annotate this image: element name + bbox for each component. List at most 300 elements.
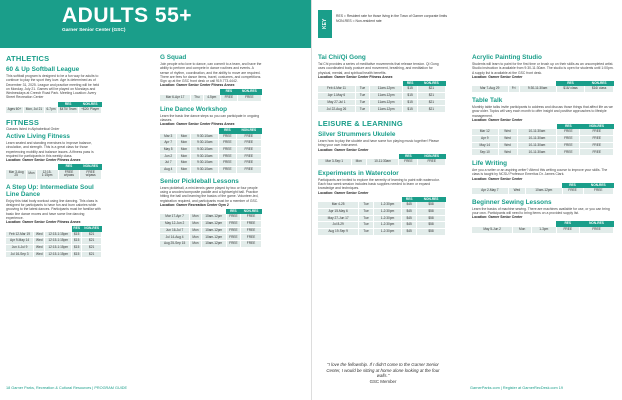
- watercolor-loc: Location: Garner Senior Center: [318, 190, 369, 195]
- table-cell: Fri: [508, 86, 519, 92]
- ukulele-table: [318, 154, 446, 166]
- table-cell: May 14: [472, 142, 498, 149]
- table-cell: Mon, Jul 21: [23, 107, 44, 113]
- table-cell: Mar 6-Apr 17: [160, 95, 191, 101]
- soul-desc: Enjoy this total body workout using line dancing. This class is designed for participants to have fun and burn calories while grooving to the latest dances. Participants must be familiar with basic line dance moves and have some line dancing experience.: [6, 198, 101, 220]
- table-row: [160, 153, 262, 160]
- table-cell: FREE: [580, 129, 614, 135]
- table-cell: FREE: [226, 234, 240, 241]
- table-header-cell: RES: [557, 124, 580, 130]
- table-cell: 10am-12pm: [201, 241, 226, 248]
- table-cell: 12:15-1:15pm: [45, 238, 72, 245]
- acrylic-loc: Location: Garner Senior Center: [472, 74, 523, 79]
- table-row: [472, 149, 614, 156]
- table-cell: $15: [72, 245, 82, 252]
- table-cell: 1-2:30pm: [373, 202, 401, 208]
- table-cell: 1-2:30pm: [373, 229, 401, 236]
- table-cell: Jul 16-Sep 3: [6, 251, 34, 258]
- table-cell: Jul 22-Aug 26: [318, 106, 355, 113]
- table-cell: $45: [402, 215, 417, 222]
- sewing-title: Beginner Sewing Lessons: [472, 198, 552, 206]
- footer-left: 18 Garner Parks, Recreation & Cultural Resources | PROGRAM GUIDE: [6, 386, 128, 390]
- pickleball-table: [160, 209, 262, 248]
- table-cell: 10am-12pm: [201, 227, 226, 234]
- table-cell: 9:30-11:30am: [519, 86, 556, 92]
- table-cell: Mon: [513, 227, 532, 233]
- table-cell: FREE: [236, 146, 261, 153]
- gsquad-loc: Location: Garner Senior Center Fitness Annex: [160, 83, 235, 88]
- table-row: [160, 227, 262, 234]
- table-header-cell: RES: [399, 154, 418, 160]
- table-cell: $58: [417, 208, 446, 215]
- table-cell: +$20/ Player: [79, 107, 102, 113]
- table-cell: 9:30-10am: [191, 140, 219, 147]
- watercolor-table: [318, 197, 446, 236]
- table-cell: FREE: [580, 136, 614, 143]
- table-header-cell: NON-RES: [579, 221, 613, 227]
- soul-table: [6, 226, 102, 258]
- table-cell: FREE: [219, 146, 236, 153]
- table-cell: Wed: [498, 149, 517, 156]
- table-cell: Tue: [355, 99, 369, 106]
- table-cell: 12:15-1:15pm: [36, 170, 58, 180]
- pickleball-title: Senior Pickleball Lessons: [160, 177, 239, 185]
- table-cell: FREE: [418, 159, 446, 165]
- table-cell: 6-7pm: [44, 107, 57, 113]
- table-cell: May 5: [160, 146, 177, 153]
- table-cell: Aug 4: [160, 167, 177, 174]
- table-header-cell: RES: [402, 197, 417, 203]
- linedance-title: Line Dance Workshop: [160, 105, 227, 113]
- table-cell: Ages 60+: [6, 107, 23, 113]
- table-cell: 12:15-1:15pm: [45, 245, 72, 252]
- table-cell: 10am-12pm: [526, 188, 562, 194]
- table-row: [318, 215, 446, 222]
- table-cell: 10-11:30am: [517, 129, 557, 135]
- table-row: [318, 222, 446, 229]
- column-2: [160, 54, 262, 248]
- table-cell: 10am-12pm: [201, 234, 226, 241]
- tabletalk-desc: Monthly table talks invite participants to address and discuss those things that affect life as we grow older. Topics will vary each month to offer insight and positive approaches to lifestyle management.: [472, 105, 613, 118]
- table-cell: $45: [402, 222, 417, 229]
- soul-loc: Location: Garner Senior Center Fitness Annex: [6, 220, 81, 225]
- table-header-cell: NON-RES: [585, 81, 614, 87]
- table-cell: FREE: [241, 221, 262, 228]
- table-cell: FREE: [219, 160, 236, 167]
- table-cell: FREE: [580, 149, 614, 156]
- table-header-cell: NON-RES: [418, 154, 446, 160]
- acrylic-desc: Students will learn to paint for the first time or brush up on their skills as an uncompleted artist. Studio instruction is available from 9:30-11:30am. The studio is open for students until 1:00pm. A supply list is available at the GSC front desk.: [472, 62, 614, 75]
- column-3: [318, 54, 446, 236]
- table-cell: Mon: [190, 234, 202, 241]
- table-cell: FREE: [236, 140, 261, 147]
- table-cell: FREE: [557, 136, 580, 143]
- table-cell: $15: [403, 99, 417, 106]
- quote-author: GSC Member: [369, 379, 397, 385]
- table-cell: FREE: [236, 134, 261, 140]
- acrylic-title: Acrylic Painting Studio: [472, 54, 542, 61]
- table-cell: $58: [417, 222, 446, 229]
- pickleball-loc: Location: Garner Recreation Center Gym 2: [160, 202, 229, 207]
- table-row: [472, 188, 614, 194]
- table-cell: FREE w/pass: [80, 170, 102, 180]
- table-cell: 10-11:30am: [517, 149, 557, 156]
- leisure-heading: LEISURE & LEARNING: [318, 119, 403, 129]
- table-header-cell: RES: [58, 164, 80, 170]
- table-row: [160, 221, 262, 228]
- table-cell: 10-11:30am: [517, 142, 557, 149]
- table-cell: 1-2:30pm: [373, 215, 401, 222]
- table-cell: Jul 8-29: [318, 222, 359, 229]
- taichi-title: Tai Chi/Qi Gong: [318, 54, 366, 61]
- table-cell: FREE: [236, 160, 261, 167]
- column-4: [472, 54, 614, 234]
- tabletalk-title: Table Talk: [472, 97, 503, 105]
- table-cell: Thu: [191, 95, 203, 101]
- table-cell: Mon: [177, 167, 191, 174]
- table-cell: $45: [402, 202, 417, 208]
- gsquad-title: G Squad: [160, 54, 187, 61]
- table-cell: Mon: [190, 241, 202, 248]
- linedance-loc: Location: Garner Senior Center Fitness Annex: [160, 122, 235, 127]
- table-cell: FREE: [236, 153, 261, 160]
- table-cell: Feb 12-Mar 19: [6, 232, 34, 238]
- linedance-desc: Learn the basic line dance steps so you can participate in ongoing classes.: [160, 113, 260, 122]
- table-cell: $21: [417, 99, 445, 106]
- table-cell: Apr 2-May 7: [472, 188, 508, 194]
- linedance-table: [160, 128, 262, 174]
- key-nonres: NON-RES = Non-resident rate: [336, 19, 382, 24]
- table-cell: FREE: [241, 241, 262, 248]
- table-cell: FREE: [241, 214, 262, 220]
- table-cell: May 27-Jul 1: [318, 99, 355, 106]
- table-cell: FREE: [557, 142, 580, 149]
- table-header-cell: RES: [556, 81, 585, 87]
- table-row: [472, 227, 614, 233]
- pickleball-desc: Learn pickleball, a mini-tennis game played by two or four people using a wooden/composite paddle and a lightweight ball. Practice hitting the ball and learning the basics of the game. Volunteer-led, registration required, and participants must be a member of GSC.: [160, 185, 259, 203]
- table-header-cell: NON-RES: [82, 226, 102, 232]
- table-cell: Jul 14-Aug 4: [160, 234, 190, 241]
- table-header-cell: RES: [562, 183, 583, 189]
- table-cell: Mar 12: [472, 129, 498, 135]
- table-cell: $21: [82, 238, 102, 245]
- table-cell: $475/ Team: [58, 107, 79, 113]
- table-cell: FREE: [562, 188, 583, 194]
- table-cell: Mon: [177, 140, 191, 147]
- table-cell: 9:30-10am: [191, 167, 219, 174]
- ukulele-loc: Location: Garner Senior Center: [318, 147, 369, 152]
- lifewriting-desc: Are you a writer or an aspiring writer? Attend this writing course to improve your skills. The class is taught by NCSU Professor Emeritus Dr. James Clark.: [472, 168, 608, 177]
- table-header-cell: NON-RES: [241, 209, 262, 215]
- sewing-table: [472, 221, 614, 233]
- table-cell: FREE: [226, 214, 240, 220]
- table-header-cell: NON-RES: [79, 102, 102, 108]
- table-header-cell: RES: [220, 89, 237, 95]
- table-row: [318, 208, 446, 215]
- table-cell: 11am-12pm: [370, 106, 403, 113]
- table-cell: FREE: [583, 188, 613, 194]
- table-cell: FREE: [557, 149, 580, 156]
- table-cell: 1-2:30pm: [373, 208, 401, 215]
- table-cell: Mon: [190, 214, 202, 220]
- table-header-cell: NON-RES: [583, 183, 613, 189]
- table-cell: Wed: [34, 238, 45, 245]
- table-cell: FREE: [236, 167, 261, 174]
- table-row: [160, 95, 262, 101]
- table-cell: $16/ class: [556, 86, 585, 92]
- table-cell: Aug 19-Sep 9: [318, 229, 359, 236]
- table-cell: FREE: [237, 95, 261, 101]
- taichi-loc: Location: Garner Senior Center Fitness Annex: [318, 74, 393, 79]
- table-cell: Wed: [34, 232, 45, 238]
- table-cell: FREE w/pass: [58, 170, 80, 180]
- table-cell: Mon: [190, 227, 202, 234]
- table-row: [160, 167, 262, 174]
- table-cell: Tue: [359, 202, 373, 208]
- softball-title: 60 & Up Softball League: [6, 66, 80, 73]
- table-row: [160, 140, 262, 147]
- table-header-cell: RES: [226, 209, 240, 215]
- ukulele-desc: Learn how to play the ukulele and have some fun playing music together! Please bring your own instrument.: [318, 139, 440, 148]
- table-cell: $21: [417, 93, 445, 100]
- table-row: [160, 160, 262, 167]
- key-label: KEY: [318, 10, 332, 38]
- table-cell: 9:30-10am: [191, 146, 219, 153]
- table-row: [6, 107, 102, 113]
- table-cell: 9:30-10am: [191, 153, 219, 160]
- taichi-table: [318, 81, 446, 113]
- table-header-cell: NON-RES: [417, 81, 445, 87]
- table-cell: Tue: [359, 229, 373, 236]
- table-cell: FREE: [580, 142, 614, 149]
- table-cell: FREE: [226, 221, 240, 228]
- table-cell: Wed: [34, 245, 45, 252]
- table-cell: Sep 10: [472, 149, 498, 156]
- table-cell: $15: [72, 232, 82, 238]
- table-cell: Mon: [351, 159, 366, 165]
- table-cell: Wed: [498, 129, 517, 135]
- lifewriting-title: Life Writing: [472, 160, 508, 168]
- table-cell: 11am-12pm: [370, 93, 403, 100]
- table-cell: Wed: [34, 251, 45, 258]
- table-header-cell: NON-RES: [236, 128, 261, 134]
- active-loc: Location: Garner Senior Center Fitness Annex: [6, 158, 81, 163]
- table-cell: May 5-Jun 2: [472, 227, 513, 233]
- table-cell: Mon: [177, 160, 191, 167]
- table-cell: $15: [403, 86, 417, 92]
- table-cell: FREE: [220, 95, 237, 101]
- lifewriting-table: [472, 183, 614, 195]
- watercolor-title: Experiments in Watercolor: [318, 169, 399, 177]
- column-1: [6, 54, 102, 258]
- table-cell: Apr 9-May 14: [6, 238, 34, 245]
- table-cell: Jul 7: [160, 160, 177, 167]
- table-cell: 12:15-1:15pm: [45, 232, 72, 238]
- table-cell: 9:30-10am: [191, 134, 219, 140]
- table-cell: 1-3pm: [532, 227, 557, 233]
- table-cell: Mar 3-Sep 1: [318, 159, 351, 165]
- table-cell: FREE: [557, 129, 580, 135]
- table-cell: Aug 25-Sep 15: [160, 241, 190, 248]
- taichi-desc: Tai Chi provides a series of meditative movements that release tension. Qi Gong uses coordinated body posture and movement, breathing, and meditation for physical, mental, and spiritual health benefits.: [318, 62, 439, 75]
- table-row: [472, 136, 614, 143]
- table-cell: Jun 2: [160, 153, 177, 160]
- table-cell: Mon: [177, 134, 191, 140]
- table-row: [160, 241, 262, 248]
- table-header-cell: NON-RES: [237, 89, 261, 95]
- table-cell: $45: [402, 208, 417, 215]
- table-cell: FREE: [556, 227, 579, 233]
- table-cell: Mon: [177, 153, 191, 160]
- table-cell: FREE: [219, 167, 236, 174]
- table-cell: $45: [402, 229, 417, 236]
- table-cell: May 27-Jun 17: [318, 215, 359, 222]
- table-cell: $21: [82, 245, 102, 252]
- table-cell: Mar 4-25: [318, 202, 359, 208]
- table-cell: FREE: [579, 227, 613, 233]
- table-cell: Apr 15-May 6: [318, 208, 359, 215]
- page-title: ADULTS 55+: [62, 4, 193, 27]
- footer-right: GarnerParks.com | Register at GarnerRecDesk.com 19: [470, 386, 563, 390]
- table-cell: Mar 3: [160, 134, 177, 140]
- fitness-heading: FITNESS: [6, 117, 40, 127]
- table-header-cell: NON-RES: [580, 124, 614, 130]
- table-cell: FREE: [219, 134, 236, 140]
- ukulele-title: Silver Strummers Ukulele: [318, 131, 396, 139]
- table-row: [318, 99, 446, 106]
- watercolor-desc: Participants are invited to explore the serenity of learning to paint with watercolor. Each four-week session includes basic supplies needed to learn or expand knowledge and techniques.: [318, 177, 440, 191]
- table-cell: 12:15-1:15pm: [45, 251, 72, 258]
- table-cell: Tue: [359, 222, 373, 229]
- table-cell: 10-11:30am: [366, 159, 399, 165]
- tabletalk-table: [472, 124, 614, 156]
- table-cell: Tue: [359, 215, 373, 222]
- acrylic-table: [472, 81, 614, 93]
- table-cell: $58: [417, 229, 446, 236]
- quote-text: "I love the fellowship. If I didn't come to the Garner Senior Center, I would be sitting at home alone looking at the four walls.": [326, 362, 440, 379]
- table-row: [6, 170, 102, 180]
- table-cell: $16/ class: [585, 86, 614, 92]
- sewing-desc: Learn the basics of machine sewing. There are machines available for use, or you can bring your own. Participants will need to bring items on a provided supply list.: [472, 206, 610, 216]
- table-cell: Jun 4-Jul 9: [6, 245, 34, 252]
- softball-desc: This softball program is designed to be a fun way for adults to continue to play the sport they love. Age is determined as of December 31, 2025. League and practice meeting will be held on Monday, July 21. Games will be played on Mondays and Wednesdays at Creech Road Park. Meeting Location: Avery Street Recreation Center: [6, 74, 100, 100]
- key-text: [336, 14, 447, 25]
- table-cell: Mar 7-Aug 29: [472, 86, 508, 92]
- table-cell: Apr 7: [160, 140, 177, 147]
- key-res: RES = Resident rate for those living in the Town of Garner corporate limits: [336, 14, 448, 18]
- table-header-cell: RES: [403, 81, 417, 87]
- table-cell: Feb 4-Mar 11: [318, 86, 355, 92]
- page-divider: [311, 0, 312, 400]
- table-cell: $58: [417, 202, 446, 208]
- table-cell: Tue: [355, 86, 369, 92]
- table-cell: 10am-12pm: [201, 221, 226, 228]
- table-row: [160, 146, 262, 153]
- table-cell: Mon: [27, 170, 36, 180]
- table-cell: FREE: [226, 241, 240, 248]
- table-row: [318, 229, 446, 236]
- table-cell: 11am-12pm: [370, 86, 403, 92]
- table-cell: FREE: [219, 153, 236, 160]
- table-row: [6, 238, 102, 245]
- table-cell: FREE: [241, 227, 262, 234]
- member-quote: [320, 362, 446, 385]
- table-header-cell: RES: [556, 221, 579, 227]
- lifewriting-loc: Location: Garner Senior Center: [472, 176, 523, 181]
- table-cell: Wed: [498, 142, 517, 149]
- gsquad-table: [160, 89, 262, 101]
- page-subtitle: Garner Senior Center (GSC): [62, 28, 126, 33]
- table-row: [318, 106, 446, 113]
- table-cell: $15: [72, 251, 82, 258]
- table-cell: Mar 17-Apr 7: [160, 214, 190, 220]
- softball-table: [6, 102, 102, 114]
- active-table: [6, 164, 102, 180]
- table-cell: $15: [403, 93, 417, 100]
- table-cell: FREE: [399, 159, 418, 165]
- table-cell: $58: [417, 215, 446, 222]
- sewing-loc: Location: Garner Senior Center: [472, 215, 523, 220]
- table-cell: FREE: [241, 234, 262, 241]
- table-cell: $21: [82, 251, 102, 258]
- gsquad-desc: Join people who love to dance, can commit to a team, and have the ability to perform and compete in dance routines and events. A sense of rhythm, coordination, and the ability to move are required. There are fees for dance items, travel, costumes, and competitions. Sign up at the GSC front desk or call 919.773.4442.: [160, 62, 262, 84]
- active-title: Active Living Fitness: [6, 133, 70, 141]
- table-cell: $21: [417, 106, 445, 113]
- table-header-cell: NON-RES: [80, 164, 102, 170]
- table-cell: 11am-12pm: [370, 99, 403, 106]
- table-cell: Mar 3-Aug 25: [6, 170, 27, 180]
- table-row: [6, 245, 102, 252]
- table-cell: FREE: [226, 227, 240, 234]
- fitness-sub: Classes listed in Alphabetical Order: [6, 126, 60, 131]
- table-cell: Wed: [508, 188, 525, 194]
- table-header-cell: RES: [73, 226, 80, 231]
- athletics-heading: ATHLETICS: [6, 54, 50, 63]
- table-row: [160, 234, 262, 241]
- table-cell: 10am-12pm: [201, 214, 226, 220]
- table-cell: Apr 1-May 6: [318, 93, 355, 100]
- table-cell: 9:30-10am: [191, 160, 219, 167]
- table-cell: FREE: [219, 140, 236, 147]
- table-row: [472, 142, 614, 149]
- table-cell: 1-2:30pm: [373, 222, 401, 229]
- table-cell: May 12-Jun 2: [160, 221, 190, 228]
- table-row: [318, 159, 446, 165]
- table-cell: Mon: [177, 146, 191, 153]
- table-cell: Wed: [498, 136, 517, 143]
- tabletalk-loc: Location: Garner Senior Center: [472, 117, 523, 122]
- table-cell: Tue: [355, 93, 369, 100]
- table-cell: $15: [72, 238, 82, 245]
- table-row: [472, 86, 614, 92]
- table-cell: Tue: [355, 106, 369, 113]
- table-cell: 4-5pm: [203, 95, 220, 101]
- table-cell: Tue: [359, 208, 373, 215]
- table-cell: Mon: [190, 221, 202, 228]
- soul-title: A Step Up: Intermediate Soul Line Dance: [6, 183, 94, 198]
- table-row: [318, 93, 446, 100]
- table-cell: $21: [82, 232, 102, 238]
- table-cell: Apr 9: [472, 136, 498, 143]
- table-header-cell: RES: [219, 128, 236, 134]
- table-header-cell: RES: [58, 102, 79, 108]
- table-cell: Jun 16-Jul 7: [160, 227, 190, 234]
- table-header-cell: NON-RES: [417, 197, 446, 203]
- table-cell: $15: [403, 106, 417, 113]
- table-cell: 10-11:30am: [517, 136, 557, 143]
- active-desc: Learn seated and standing exercises to improve balance, circulation, and strength. This is a great class for those experiencing mobility and balance issues. A fitness pass is required for participants in this weekly class.: [6, 141, 94, 158]
- table-row: [6, 251, 102, 258]
